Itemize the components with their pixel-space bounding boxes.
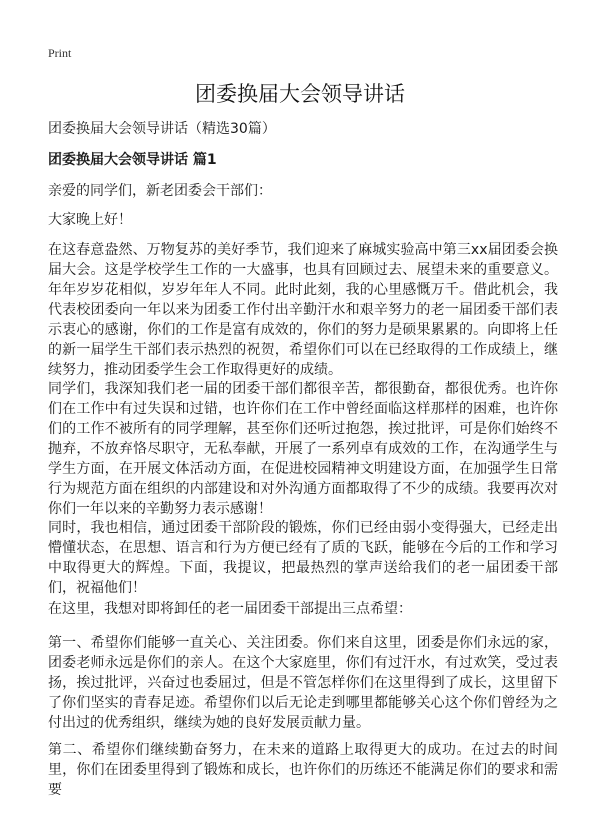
section-heading: 团委换届大会领导讲话 篇1 — [48, 152, 217, 168]
document-subtitle: 团委换届大会领导讲话（精选30篇） — [48, 121, 276, 137]
paragraph: 第二、希望你们继续勤奋努力，在未来的道路上取得更大的成功。在过去的时间里，你们在团委里得到了锻炼和成长，也许你们的历练还不能满足你们的要求和需要 — [48, 742, 558, 798]
paragraph: 第一、希望你们能够一直关心、关注团委。你们来自这里，团委是你们永远的家，团委老师永远是你们的亲人。在这个大家庭里，你们有过汗水，有过欢笑，受过表扬，挨过批评，兴奋过也委屈过，但是不管怎样你们在这里得到了成长，这里留下了你们坚实的青春足迹。希望你们以后无论走到哪里都能够关心这个你们曾经为之付出过的优秀组织，继续为她的良好发展贡献力量。 — [48, 635, 558, 731]
paragraph: 在这里，我想对即将卸任的老一届团委干部提出三点希望： — [48, 601, 412, 617]
paragraph: 同学们，我深知我们老一届的团委干部们都很辛苦，都很勤奋，都很优秀。也许你们在工作中有过失误和过错，也许你们在工作中曾经面临这样那样的困难，也许你们的工作不被所有的同学理解，甚至你们还听过抱怨，挨过批评，可是你们始终不抛弃，不放弃恪尽职守，无私奉献，开展了一系列卓有成效的工作，在沟通学生与学生方面，在开展文体活动方面，在促进校园精神文明建设方面，在加强学生日常行为规范方面在组织的内部建设和对外沟通方面都取得了不少的成绩。我要再次对你们一年以来的辛勤努力表示感谢！ — [48, 381, 558, 517]
print-label: Print — [48, 46, 72, 60]
paragraph: 在这春意盎然、万物复苏的美好季节，我们迎来了麻城实验高中第三xx届团委会换届大会。这是学校学生工作的一大盛事，也具有回顾过去、展望未来的重要意义。年年岁岁花相似，岁岁年年人不同。此时此刻，我的心里感慨万千。借此机会，我代表校团委向一年以来为团委工作付出辛勤汗水和艰辛努力的老一届团委干部们表示衷心的感谢，你们的工作是富有成效的，你们的努力是硕果累累的。向即将上任的新一届学生干部们表示热烈的祝贺，希望你们可以在已经取得的工作成绩上，继续努力，推动团委学生会工作取得更好的成绩。 — [48, 242, 558, 378]
paragraph: 同时，我也相信，通过团委干部阶段的锻炼，你们已经由弱小变得强大，已经走出懵懂状态，在思想、语言和行为方便已经有了质的飞跃，能够在今后的工作和学习中取得更大的辉煌。下面，我提议，把最热烈的掌声送给我们的老一届团委干部们，祝福他们！ — [48, 520, 558, 596]
hello-line: 大家晚上好！ — [48, 212, 132, 228]
page-title: 团委换届大会领导讲话 — [195, 82, 405, 106]
greeting-line: 亲爱的同学们，新老团委会干部们： — [48, 183, 272, 199]
